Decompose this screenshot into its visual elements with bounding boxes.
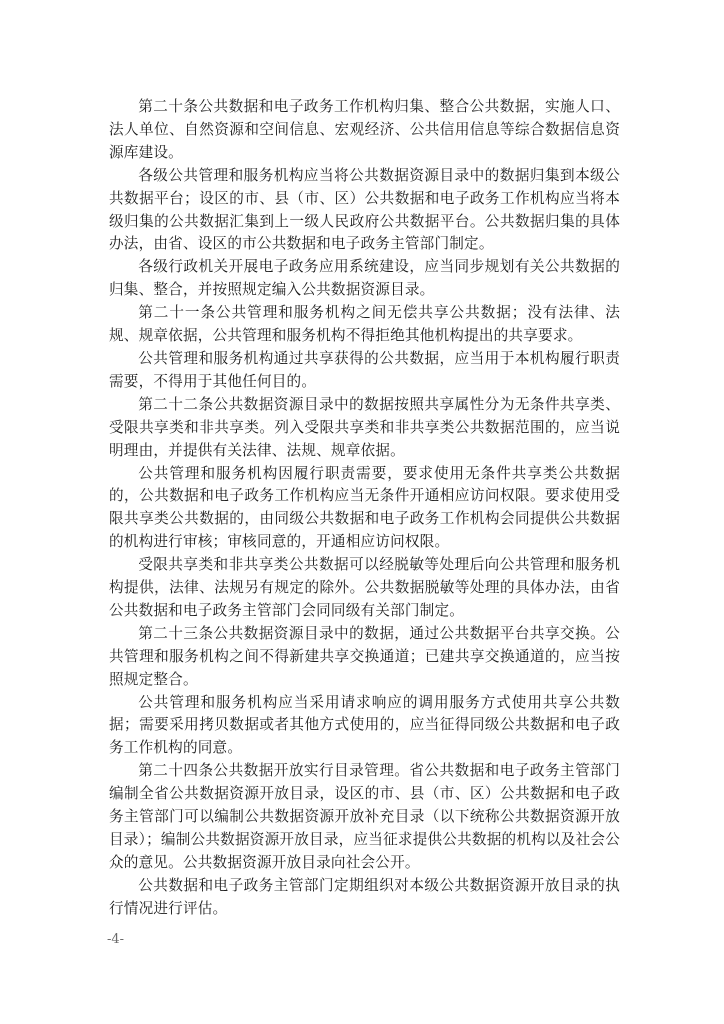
paragraph-article-21: 第二十一条公共管理和服务机构之间无偿共享公共数据；没有法律、法规、规章依据，公共管理和服务机构不得拒绝其他机构提出的共享要求。 (109, 304, 620, 345)
paragraph-desensitization: 受限共享类和非共享类公共数据可以经脱敏等处理后向公共管理和服务机构提供，法律、法规另有规定的除外。公共数据脱敏等处理的具体办法，由省公共数据和电子政务主管部门会同同级有关部门制定。 (109, 556, 620, 619)
paragraph-article-22: 第二十二条公共数据资源目录中的数据按照共享属性分为无条件共享类、受限共享类和非共享类。列入受限共享类和非共享类公共数据范围的，应当说明理由，并提供有关法律、法规、规章依据。 (109, 395, 620, 459)
body-text (109, 96, 620, 921)
paragraph-usage-limit: 公共管理和服务机构通过共享获得的公共数据，应当用于本机构履行职责需要，不得用于其他任何目的。 (109, 349, 620, 390)
paragraph-evaluation: 公共数据和电子政务主管部门定期组织对本级公共数据资源开放目录的执行情况进行评估。 (109, 876, 620, 917)
paragraph-access-rights: 公共管理和服务机构因履行职责需要，要求使用无条件共享类公共数据的，公共数据和电子政务工作机构应当无条件开通相应访问权限。要求使用受限共享类公共数据的，由同级公共数据和电子政务工作机构会同提供公共数据的机构进行审核；审核同意的，开通相应访问权限。 (109, 464, 620, 551)
paragraph-article-23: 第二十三条公共数据资源目录中的数据，通过公共数据平台共享交换。公共管理和服务机构之间不得新建共享交换通道；已建共享交换通道的，应当按照规定整合。 (109, 624, 620, 688)
paragraph-service-mode: 公共管理和服务机构应当采用请求响应的调用服务方式使用共享公共数据；需要采用拷贝数据或者其他方式使用的，应当征得同级公共数据和电子政务工作机构的同意。 (109, 693, 620, 757)
paragraph-article-24: 第二十四条公共数据开放实行目录管理。省公共数据和电子政务主管部门编制全省公共数据资源开放目录，设区的市、县（市、区）公共数据和电子政务主管部门可以编制公共数据资源开放补充目录（以下统称公共数据资源开放目录）；编制公共数据资源开放目录，应当征求提供公共数据的机构以及社会公众的意见。公共数据资源开放目录向社会公开。 (109, 762, 620, 871)
paragraph-system-construction: 各级行政机关开展电子政务应用系统建设，应当同步规划有关公共数据的归集、整合，并按照规定编入公共数据资源目录。 (109, 258, 620, 299)
paragraph-article-20: 第二十条公共数据和电子政务工作机构归集、整合公共数据，实施人口、法人单位、自然资源和空间信息、宏观经济、公共信用信息等综合数据信息资源库建设。 (109, 98, 620, 161)
paragraph-data-collection: 各级公共管理和服务机构应当将公共数据资源目录中的数据归集到本级公共数据平台；设区的市、县（市、区）公共数据和电子政务工作机构应当将本级归集的公共数据汇集到上一级人民政府公共数据平台。公共数据归集的具体办法，由省、设区的市公共数据和电子政务主管部门制定。 (109, 166, 620, 253)
page-number: -4- (107, 932, 125, 947)
